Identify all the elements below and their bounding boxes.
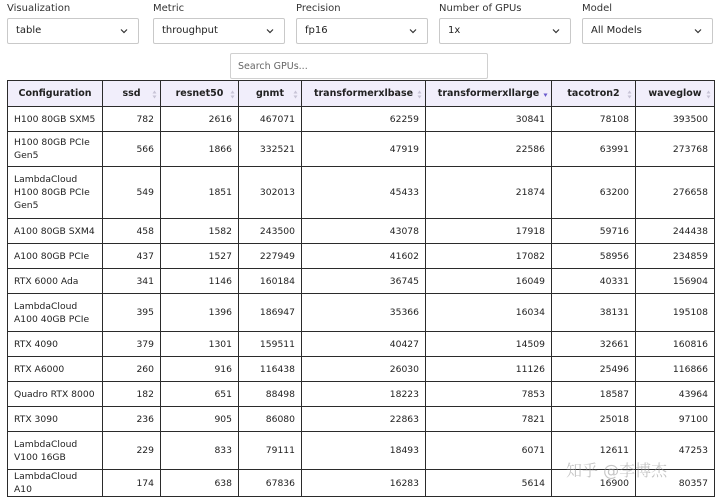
- value-cell-resnet50: 1527: [161, 244, 239, 269]
- value-cell-transformerxllarge: 17082: [426, 244, 552, 269]
- value-cell-tacotron2: 25496: [552, 357, 636, 382]
- value-cell-transformerxllarge: 16049: [426, 269, 552, 294]
- value-cell-transformerxlbase: 40427: [302, 332, 426, 357]
- value-cell-ssd: 341: [103, 269, 161, 294]
- value-cell-ssd: 182: [103, 382, 161, 407]
- gpu-benchmark-table: [7, 80, 715, 497]
- column-header-transformerxlbase[interactable]: [302, 81, 426, 107]
- table-row: [8, 432, 715, 470]
- visualization-select-value: table: [16, 25, 42, 36]
- configuration-cell: RTX 3090: [8, 407, 103, 432]
- value-cell-resnet50: 1146: [161, 269, 239, 294]
- table-row: [8, 382, 715, 407]
- column-header-label: resnet50: [175, 88, 224, 99]
- column-header-resnet50[interactable]: [161, 81, 239, 107]
- value-cell-transformerxllarge: 11126: [426, 357, 552, 382]
- value-cell-transformerxlbase: 18223: [302, 382, 426, 407]
- chevron-down-icon: [265, 26, 275, 36]
- value-cell-resnet50: 916: [161, 357, 239, 382]
- configuration-cell: RTX A6000: [8, 357, 103, 382]
- table-row: [8, 357, 715, 382]
- value-cell-resnet50: 905: [161, 407, 239, 432]
- value-cell-gnmt: 86080: [239, 407, 302, 432]
- num-gpus-select[interactable]: [439, 18, 571, 44]
- value-cell-ssd: 437: [103, 244, 161, 269]
- value-cell-tacotron2: 58956: [552, 244, 636, 269]
- chevron-down-icon: [119, 26, 129, 36]
- value-cell-ssd: 782: [103, 107, 161, 132]
- table-row: [8, 332, 715, 357]
- value-cell-resnet50: 651: [161, 382, 239, 407]
- model-select-value: All Models: [591, 25, 642, 36]
- value-cell-tacotron2: 63200: [552, 167, 636, 219]
- table-row: [8, 269, 715, 294]
- value-cell-waveglow: 43964: [636, 382, 715, 407]
- table-row: [8, 244, 715, 269]
- value-cell-resnet50: 833: [161, 432, 239, 470]
- table-row: [8, 294, 715, 332]
- value-cell-ssd: 458: [103, 219, 161, 244]
- value-cell-tacotron2: 78108: [552, 107, 636, 132]
- value-cell-gnmt: 88498: [239, 382, 302, 407]
- value-cell-transformerxlbase: 62259: [302, 107, 426, 132]
- precision-select[interactable]: [296, 18, 428, 44]
- value-cell-ssd: 236: [103, 407, 161, 432]
- metric-select[interactable]: [153, 18, 285, 44]
- value-cell-tacotron2: 32661: [552, 332, 636, 357]
- column-header-transformerxllarge[interactable]: [426, 81, 552, 107]
- table-row: [8, 470, 715, 497]
- table-row: [8, 407, 715, 432]
- value-cell-tacotron2: 18587: [552, 382, 636, 407]
- value-cell-transformerxlbase: 43078: [302, 219, 426, 244]
- column-header-label: tacotron2: [567, 88, 620, 99]
- value-cell-tacotron2: 25018: [552, 407, 636, 432]
- value-cell-resnet50: 638: [161, 470, 239, 497]
- value-cell-waveglow: 80357: [636, 470, 715, 497]
- value-cell-gnmt: 227949: [239, 244, 302, 269]
- value-cell-resnet50: 1582: [161, 219, 239, 244]
- metric-select-value: throughput: [162, 25, 218, 36]
- configuration-cell: A100 80GB PCIe: [8, 244, 103, 269]
- filter-label-precision: Precision: [296, 3, 341, 14]
- search-gpus-input[interactable]: [230, 53, 488, 79]
- value-cell-gnmt: 160184: [239, 269, 302, 294]
- value-cell-ssd: 566: [103, 132, 161, 167]
- column-header-label: ssd: [122, 88, 141, 99]
- value-cell-gnmt: 159511: [239, 332, 302, 357]
- configuration-cell: LambdaCloud V100 16GB: [8, 432, 103, 470]
- column-header-configuration[interactable]: [8, 81, 103, 107]
- value-cell-resnet50: 1866: [161, 132, 239, 167]
- value-cell-waveglow: 116866: [636, 357, 715, 382]
- configuration-cell: RTX 4090: [8, 332, 103, 357]
- value-cell-transformerxlbase: 41602: [302, 244, 426, 269]
- value-cell-tacotron2: 12611: [552, 432, 636, 470]
- watermark: 知乎 @李博杰: [566, 461, 668, 480]
- value-cell-resnet50: 1301: [161, 332, 239, 357]
- value-cell-transformerxlbase: 18493: [302, 432, 426, 470]
- column-header-label: gnmt: [255, 88, 284, 99]
- value-cell-tacotron2: 63991: [552, 132, 636, 167]
- column-header-ssd[interactable]: [103, 81, 161, 107]
- filter-label-visualization: Visualization: [7, 3, 71, 14]
- value-cell-gnmt: 116438: [239, 357, 302, 382]
- visualization-select[interactable]: [7, 18, 139, 44]
- value-cell-transformerxlbase: 26030: [302, 357, 426, 382]
- value-cell-transformerxllarge: 17918: [426, 219, 552, 244]
- sort-icon: [706, 90, 711, 99]
- value-cell-resnet50: 2616: [161, 107, 239, 132]
- configuration-cell: LambdaCloud A10: [8, 470, 103, 497]
- filter-label-num-gpus: Number of GPUs: [439, 3, 522, 14]
- filter-label-model: Model: [582, 3, 613, 14]
- num-gpus-select-value: 1x: [448, 25, 461, 36]
- value-cell-gnmt: 332521: [239, 132, 302, 167]
- value-cell-transformerxllarge: 30841: [426, 107, 552, 132]
- value-cell-resnet50: 1396: [161, 294, 239, 332]
- value-cell-transformerxlbase: 45433: [302, 167, 426, 219]
- value-cell-transformerxlbase: 36745: [302, 269, 426, 294]
- chevron-down-icon: [693, 26, 703, 36]
- value-cell-waveglow: 156904: [636, 269, 715, 294]
- value-cell-transformerxllarge: 6071: [426, 432, 552, 470]
- value-cell-ssd: 260: [103, 357, 161, 382]
- value-cell-tacotron2: 59716: [552, 219, 636, 244]
- table-row: [8, 107, 715, 132]
- value-cell-tacotron2: 16900: [552, 470, 636, 497]
- configuration-cell: H100 80GB PCIe Gen5: [8, 132, 103, 167]
- value-cell-resnet50: 1851: [161, 167, 239, 219]
- table-row: [8, 167, 715, 219]
- value-cell-transformerxllarge: 16034: [426, 294, 552, 332]
- value-cell-gnmt: 186947: [239, 294, 302, 332]
- value-cell-waveglow: 273768: [636, 132, 715, 167]
- value-cell-transformerxllarge: 5614: [426, 470, 552, 497]
- column-header-waveglow[interactable]: [636, 81, 715, 107]
- precision-select-value: fp16: [305, 25, 328, 36]
- value-cell-waveglow: 276658: [636, 167, 715, 219]
- column-header-label: Configuration: [18, 88, 92, 99]
- value-cell-transformerxllarge: 22586: [426, 132, 552, 167]
- configuration-cell: LambdaCloud A100 40GB PCIe: [8, 294, 103, 332]
- value-cell-gnmt: 67836: [239, 470, 302, 497]
- value-cell-gnmt: 79111: [239, 432, 302, 470]
- model-select[interactable]: [582, 18, 713, 44]
- value-cell-transformerxllarge: 7853: [426, 382, 552, 407]
- configuration-cell: RTX 6000 Ada: [8, 269, 103, 294]
- sort-icon: [293, 90, 298, 99]
- value-cell-waveglow: 97100: [636, 407, 715, 432]
- value-cell-transformerxlbase: 47919: [302, 132, 426, 167]
- value-cell-gnmt: 302013: [239, 167, 302, 219]
- configuration-cell: A100 80GB SXM4: [8, 219, 103, 244]
- value-cell-gnmt: 467071: [239, 107, 302, 132]
- value-cell-waveglow: 47253: [636, 432, 715, 470]
- value-cell-tacotron2: 38131: [552, 294, 636, 332]
- sort-desc-icon: [543, 90, 548, 99]
- table-body: [8, 107, 715, 497]
- value-cell-transformerxlbase: 35366: [302, 294, 426, 332]
- value-cell-waveglow: 160816: [636, 332, 715, 357]
- value-cell-transformerxllarge: 7821: [426, 407, 552, 432]
- sort-icon: [417, 90, 422, 99]
- value-cell-ssd: 549: [103, 167, 161, 219]
- value-cell-waveglow: 234859: [636, 244, 715, 269]
- value-cell-ssd: 174: [103, 470, 161, 497]
- column-header-gnmt[interactable]: [239, 81, 302, 107]
- value-cell-waveglow: 244438: [636, 219, 715, 244]
- chevron-down-icon: [408, 26, 418, 36]
- configuration-cell: H100 80GB SXM5: [8, 107, 103, 132]
- sort-icon: [152, 90, 157, 99]
- configuration-cell: LambdaCloud H100 80GB PCIe Gen5: [8, 167, 103, 219]
- value-cell-ssd: 379: [103, 332, 161, 357]
- filter-bar: [0, 0, 720, 50]
- column-header-label: transformerxllarge: [437, 88, 540, 99]
- chevron-down-icon: [551, 26, 561, 36]
- value-cell-gnmt: 243500: [239, 219, 302, 244]
- value-cell-tacotron2: 40331: [552, 269, 636, 294]
- value-cell-ssd: 395: [103, 294, 161, 332]
- sort-icon: [230, 90, 235, 99]
- table-row: [8, 132, 715, 167]
- table-header-row: [8, 81, 715, 107]
- value-cell-waveglow: 195108: [636, 294, 715, 332]
- value-cell-transformerxllarge: 21874: [426, 167, 552, 219]
- value-cell-transformerxlbase: 16283: [302, 470, 426, 497]
- column-header-tacotron2[interactable]: [552, 81, 636, 107]
- column-header-label: waveglow: [648, 88, 702, 99]
- value-cell-ssd: 229: [103, 432, 161, 470]
- configuration-cell: Quadro RTX 8000: [8, 382, 103, 407]
- filter-label-metric: Metric: [153, 3, 185, 14]
- value-cell-transformerxlbase: 22863: [302, 407, 426, 432]
- value-cell-waveglow: 393500: [636, 107, 715, 132]
- column-header-label: transformerxlbase: [313, 88, 414, 99]
- value-cell-transformerxllarge: 14509: [426, 332, 552, 357]
- table-row: [8, 219, 715, 244]
- sort-icon: [627, 90, 632, 99]
